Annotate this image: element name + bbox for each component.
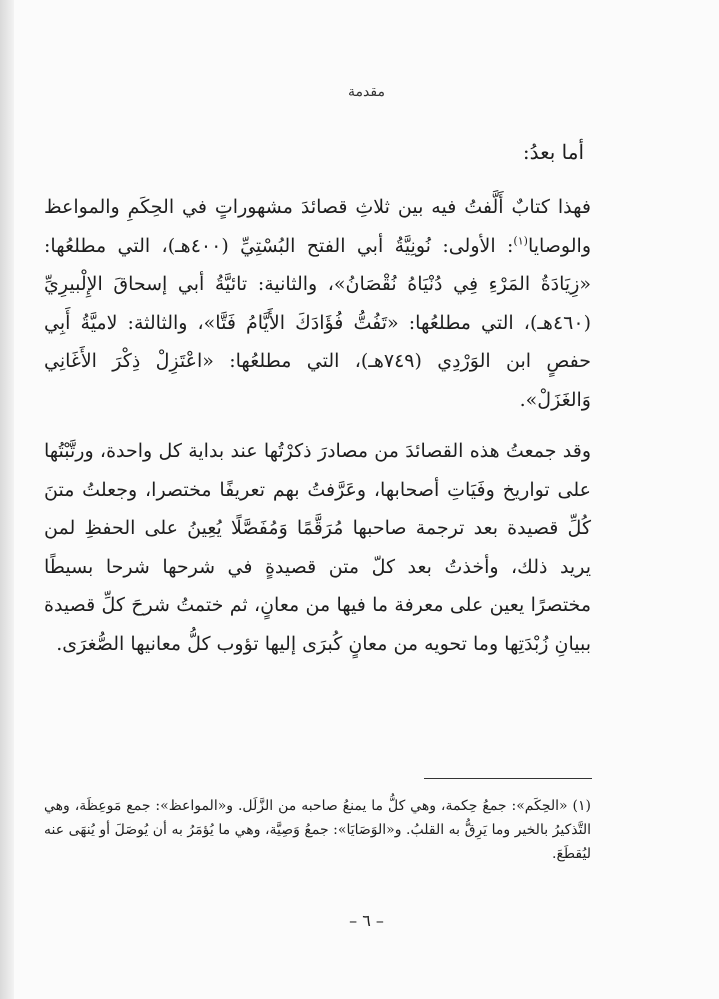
paragraph-1-part-2: : الأولى: نُونِيَّةُ أبي الفتح البُسْتِيِّ (٤٠٠هـ)، التي مطلعُها: «زِيَادَةُ المَرْءِ فِي دُنْيَاهُ نُقْصَانُ»، والثانية: تائيَّةُ أبي إسحاقَ الإِلْبيرِيِّ (٤٦٠هـ)، التي مطلعُها: «تَفُتُّ فُؤَادَكَ الأَيَّامُ فَتَّا»، والثالثة: لاميَّةُ أَبِي حفصٍ ابن الوَرْدِي (٧٤٩هـ)، التي مطلعُها: «اعْتَزِلْ ذِكْرَ الأَغَانِي وَالغَزَلْ».	[44, 234, 591, 411]
footnote-separator	[424, 778, 592, 779]
paragraph-2: وقد جمعتُ هذه القصائدَ من مصادرَ ذكرْتُها عند بداية كل واحدة، ورتَّبْتُها على تواريخ وفَيَاتِ أصحابها، وعَرَّفتُ بهم تعريفًا مختصرا، وجعلتُ متنَ كُلِّ قصيدة بعد ترجمة صاحبها مُرَقَّمًا وَمُفَصَّلًا يُعِينُ على الحفظِ لمن يريد ذلك، وأخذتُ بعد كلّ متن قصيدةٍ في شرحها شرحا بسيطًا مختصرًا يعين على معرفة ما فيها من معانٍ، ثم ختمتُ شرحَ كلِّ قصيدة ببيانِ زُبْدَتِها وما تحويه من معانٍ كُبرَى إليها تؤوب كلُّ معانيها الصُّغرَى.	[44, 440, 591, 655]
page-edge-shadow	[0, 0, 14, 999]
footnote-text: (١) «الحِكَم»: جمعُ حِكمة، وهي كلُّ ما يمنعُ صاحبه من الزَّلَل. و«المواعظ»: جمع مَوعِظَة، وهي التَّذكيرُ بالخير وما يَرِقُّ به القلبُ. و«الوَصَايَا»: جمعُ وَصِيَّة، وهي ما يُؤمَرُ به أن يُوصَلَ أو يُنهَى عنه ليُقطَعَ.	[44, 798, 591, 862]
paragraph-1	[44, 188, 591, 419]
paragraph-1-part-1: فهذا كتابٌ أَلَّفتُ فيه بين ثلاثِ قصائدَ مشهوراتٍ في الحِكَمِ والمواعظ والوصايا	[44, 196, 591, 257]
footnote-marker[interactable]: (١)	[513, 234, 528, 248]
page-number: – ٦ –	[349, 911, 384, 930]
opening-phrase: أما بعدُ:	[522, 140, 584, 164]
page-header: مقدمة	[348, 84, 385, 100]
book-page	[14, 0, 719, 999]
